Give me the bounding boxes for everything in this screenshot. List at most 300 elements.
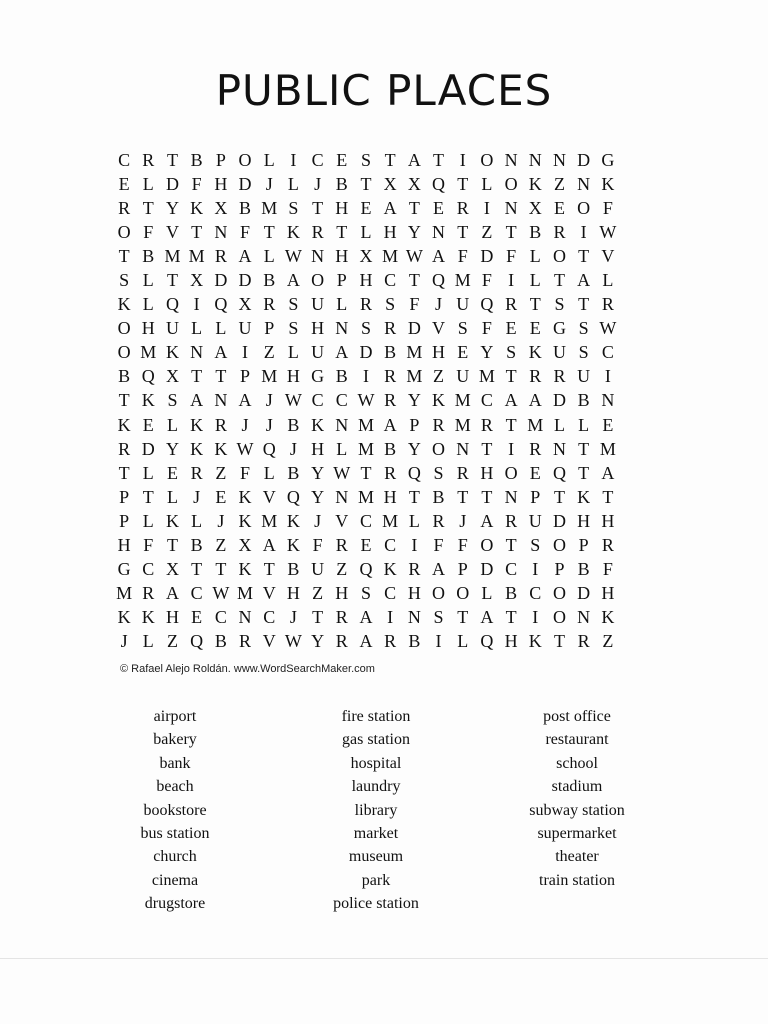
grid-letter[interactable]: C xyxy=(263,607,276,628)
grid-letter[interactable]: N xyxy=(504,197,518,218)
grid-letter[interactable]: X xyxy=(407,173,421,194)
grid-letter[interactable]: D xyxy=(165,173,179,194)
grid-letter[interactable]: J xyxy=(217,510,225,531)
grid-letter[interactable]: E xyxy=(602,414,614,435)
grid-letter[interactable]: K xyxy=(577,486,591,507)
grid-letter[interactable]: R xyxy=(190,462,203,483)
grid-letter[interactable]: M xyxy=(357,414,374,435)
grid-letter[interactable]: U xyxy=(238,318,252,339)
grid-letter[interactable]: E xyxy=(529,462,541,483)
grid-letter[interactable]: I xyxy=(483,197,490,218)
grid-letter[interactable]: I xyxy=(290,149,297,170)
grid-letter[interactable]: S xyxy=(578,342,589,363)
grid-letter[interactable]: R xyxy=(335,535,348,556)
grid-letter[interactable]: L xyxy=(263,245,275,266)
grid-letter[interactable]: D xyxy=(141,438,155,459)
grid-letter[interactable]: L xyxy=(142,631,154,652)
grid-letter[interactable]: R xyxy=(601,535,614,556)
grid-letter[interactable]: L xyxy=(529,245,541,266)
grid-letter[interactable]: I xyxy=(362,366,369,387)
grid-letter[interactable]: C xyxy=(384,583,397,604)
grid-letter[interactable]: N xyxy=(577,173,591,194)
grid-letter[interactable]: H xyxy=(311,438,325,459)
grid-letter[interactable]: T xyxy=(118,390,130,411)
grid-letter[interactable]: G xyxy=(311,366,325,387)
grid-letter[interactable]: B xyxy=(505,583,518,604)
grid-letter[interactable]: P xyxy=(264,318,275,339)
grid-letter[interactable]: H xyxy=(407,583,421,604)
grid-letter[interactable]: W xyxy=(405,245,423,266)
grid-letter[interactable]: N xyxy=(335,486,349,507)
grid-letter[interactable]: T xyxy=(118,245,130,266)
grid-letter[interactable]: P xyxy=(554,559,565,580)
grid-letter[interactable]: B xyxy=(190,535,203,556)
grid-letter[interactable]: C xyxy=(214,607,227,628)
grid-letter[interactable]: I xyxy=(508,270,515,291)
grid-letter[interactable]: H xyxy=(432,342,446,363)
grid-letter[interactable]: R xyxy=(553,221,566,242)
grid-letter[interactable]: A xyxy=(407,149,421,170)
grid-letter[interactable]: T xyxy=(166,149,178,170)
grid-letter[interactable]: W xyxy=(284,390,302,411)
grid-letter[interactable]: T xyxy=(553,270,565,291)
grid-letter[interactable]: B xyxy=(190,149,203,170)
grid-letter[interactable]: T xyxy=(215,559,227,580)
grid-letter[interactable]: T xyxy=(142,197,154,218)
grid-letter[interactable]: R xyxy=(384,462,397,483)
grid-letter[interactable]: H xyxy=(141,318,155,339)
grid-letter[interactable]: S xyxy=(360,318,371,339)
grid-letter[interactable]: M xyxy=(261,366,278,387)
grid-letter[interactable]: Q xyxy=(432,173,446,194)
grid-letter[interactable]: K xyxy=(528,631,542,652)
grid-letter[interactable]: T xyxy=(166,270,178,291)
grid-letter[interactable]: T xyxy=(408,270,420,291)
grid-letter[interactable]: R xyxy=(384,366,397,387)
grid-letter[interactable]: P xyxy=(336,270,347,291)
grid-letter[interactable]: K xyxy=(165,510,179,531)
grid-letter[interactable]: M xyxy=(164,245,181,266)
grid-letter[interactable]: Y xyxy=(311,462,325,483)
grid-letter[interactable]: Q xyxy=(480,294,494,315)
grid-letter[interactable]: M xyxy=(454,270,471,291)
grid-letter[interactable]: N xyxy=(190,342,204,363)
grid-letter[interactable]: T xyxy=(191,559,203,580)
grid-letter[interactable]: O xyxy=(117,318,131,339)
grid-letter[interactable]: L xyxy=(142,270,154,291)
grid-letter[interactable]: E xyxy=(336,149,348,170)
grid-letter[interactable]: H xyxy=(286,583,300,604)
grid-letter[interactable]: K xyxy=(286,510,300,531)
grid-letter[interactable]: J xyxy=(193,486,201,507)
grid-letter[interactable]: R xyxy=(142,583,155,604)
grid-letter[interactable]: B xyxy=(577,559,590,580)
grid-letter[interactable]: A xyxy=(480,510,494,531)
grid-letter[interactable]: E xyxy=(360,535,372,556)
grid-letter[interactable]: A xyxy=(165,583,179,604)
grid-letter[interactable]: B xyxy=(263,270,276,291)
grid-letter[interactable]: T xyxy=(384,149,396,170)
grid-letter[interactable]: T xyxy=(433,149,445,170)
grid-letter[interactable]: B xyxy=(335,366,348,387)
grid-letter[interactable]: T xyxy=(191,221,203,242)
grid-letter[interactable]: H xyxy=(214,173,228,194)
grid-letter[interactable]: C xyxy=(335,390,348,411)
grid-letter[interactable]: C xyxy=(384,270,397,291)
grid-letter[interactable]: H xyxy=(335,197,349,218)
grid-letter[interactable]: N xyxy=(214,221,228,242)
grid-letter[interactable]: T xyxy=(457,221,469,242)
grid-letter[interactable]: Q xyxy=(190,631,204,652)
grid-letter[interactable]: C xyxy=(529,583,542,604)
grid-letter[interactable]: N xyxy=(601,390,615,411)
grid-letter[interactable]: V xyxy=(262,486,276,507)
grid-letter[interactable]: H xyxy=(480,462,494,483)
grid-letter[interactable]: A xyxy=(383,414,397,435)
grid-letter[interactable]: T xyxy=(578,438,590,459)
grid-letter[interactable]: S xyxy=(457,318,468,339)
grid-letter[interactable]: O xyxy=(552,245,566,266)
grid-letter[interactable]: J xyxy=(314,173,322,194)
grid-letter[interactable]: R xyxy=(384,631,397,652)
grid-letter[interactable]: P xyxy=(119,486,130,507)
grid-letter[interactable]: J xyxy=(289,438,297,459)
grid-letter[interactable]: T xyxy=(142,486,154,507)
grid-letter[interactable]: O xyxy=(504,173,518,194)
grid-letter[interactable]: L xyxy=(529,270,541,291)
grid-letter[interactable]: Y xyxy=(407,438,421,459)
grid-letter[interactable]: O xyxy=(238,149,252,170)
grid-letter[interactable]: A xyxy=(432,559,446,580)
grid-letter[interactable]: R xyxy=(505,294,518,315)
grid-letter[interactable]: B xyxy=(239,197,252,218)
grid-letter[interactable]: Z xyxy=(553,173,565,194)
grid-letter[interactable]: M xyxy=(478,366,495,387)
grid-letter[interactable]: T xyxy=(529,294,541,315)
grid-letter[interactable]: F xyxy=(191,173,202,194)
grid-letter[interactable]: T xyxy=(457,607,469,628)
grid-letter[interactable]: W xyxy=(284,631,302,652)
grid-letter[interactable]: T xyxy=(191,366,203,387)
grid-letter[interactable]: P xyxy=(409,414,420,435)
grid-letter[interactable]: W xyxy=(333,462,351,483)
grid-letter[interactable]: N xyxy=(335,318,349,339)
grid-letter[interactable]: Y xyxy=(165,438,179,459)
grid-letter[interactable]: E xyxy=(215,486,227,507)
grid-letter[interactable]: Z xyxy=(263,342,275,363)
grid-letter[interactable]: O xyxy=(117,221,131,242)
grid-letter[interactable]: F xyxy=(457,245,468,266)
grid-letter[interactable]: N xyxy=(456,438,470,459)
grid-letter[interactable]: C xyxy=(311,149,324,170)
grid-letter[interactable]: H xyxy=(577,510,591,531)
grid-letter[interactable]: U xyxy=(528,510,542,531)
grid-letter[interactable]: B xyxy=(287,559,300,580)
grid-letter[interactable]: L xyxy=(602,270,614,291)
grid-letter[interactable]: X xyxy=(238,535,252,556)
grid-letter[interactable]: F xyxy=(312,535,323,556)
grid-letter[interactable]: R xyxy=(601,294,614,315)
grid-letter[interactable]: D xyxy=(359,342,373,363)
grid-letter[interactable]: L xyxy=(142,173,154,194)
grid-letter[interactable]: T xyxy=(505,221,517,242)
grid-letter[interactable]: H xyxy=(359,270,373,291)
grid-letter[interactable]: W xyxy=(284,245,302,266)
grid-letter[interactable]: H xyxy=(601,510,615,531)
grid-letter[interactable]: K xyxy=(117,414,131,435)
grid-letter[interactable]: C xyxy=(311,390,324,411)
grid-letter[interactable]: W xyxy=(599,221,617,242)
grid-letter[interactable]: F xyxy=(409,294,420,315)
grid-letter[interactable]: F xyxy=(240,221,251,242)
grid-letter[interactable]: P xyxy=(215,149,226,170)
grid-letter[interactable]: O xyxy=(577,197,591,218)
grid-letter[interactable]: K xyxy=(528,173,542,194)
grid-letter[interactable]: K xyxy=(601,173,615,194)
grid-letter[interactable]: R xyxy=(432,414,445,435)
grid-letter[interactable]: S xyxy=(119,270,130,291)
grid-letter[interactable]: K xyxy=(141,607,155,628)
grid-letter[interactable]: R xyxy=(456,197,469,218)
grid-letter[interactable]: M xyxy=(237,583,254,604)
grid-letter[interactable]: O xyxy=(504,462,518,483)
grid-letter[interactable]: G xyxy=(552,318,566,339)
grid-letter[interactable]: H xyxy=(286,366,300,387)
grid-letter[interactable]: C xyxy=(384,535,397,556)
grid-letter[interactable]: B xyxy=(529,221,542,242)
grid-letter[interactable]: T xyxy=(360,173,372,194)
grid-letter[interactable]: A xyxy=(214,342,228,363)
grid-letter[interactable]: T xyxy=(312,197,324,218)
grid-letter[interactable]: K xyxy=(528,342,542,363)
grid-letter[interactable]: S xyxy=(288,294,299,315)
grid-letter[interactable]: L xyxy=(215,318,227,339)
grid-letter[interactable]: J xyxy=(265,390,273,411)
grid-letter[interactable]: K xyxy=(383,559,397,580)
grid-letter[interactable]: B xyxy=(142,245,155,266)
grid-letter[interactable]: E xyxy=(457,342,469,363)
grid-letter[interactable]: R xyxy=(529,438,542,459)
grid-letter[interactable]: A xyxy=(335,342,349,363)
grid-letter[interactable]: L xyxy=(191,510,203,531)
grid-letter[interactable]: X xyxy=(165,366,179,387)
grid-letter[interactable]: F xyxy=(240,462,251,483)
grid-letter[interactable]: O xyxy=(480,535,494,556)
grid-letter[interactable]: M xyxy=(116,583,133,604)
grid-letter[interactable]: H xyxy=(601,583,615,604)
grid-letter[interactable]: I xyxy=(532,607,539,628)
grid-letter[interactable]: J xyxy=(265,414,273,435)
grid-letter[interactable]: E xyxy=(118,173,130,194)
grid-letter[interactable]: N xyxy=(552,149,566,170)
grid-letter[interactable]: I xyxy=(459,149,466,170)
grid-letter[interactable]: Z xyxy=(602,631,614,652)
grid-letter[interactable]: Y xyxy=(407,390,421,411)
grid-letter[interactable]: M xyxy=(188,245,205,266)
grid-letter[interactable]: P xyxy=(119,510,130,531)
grid-letter[interactable]: I xyxy=(604,366,611,387)
grid-letter[interactable]: S xyxy=(506,342,517,363)
grid-letter[interactable]: L xyxy=(457,631,469,652)
grid-letter[interactable]: T xyxy=(553,486,565,507)
grid-letter[interactable]: K xyxy=(214,438,228,459)
grid-letter[interactable]: K xyxy=(601,607,615,628)
grid-letter[interactable]: L xyxy=(166,486,178,507)
grid-letter[interactable]: Q xyxy=(286,486,300,507)
grid-letter[interactable]: N xyxy=(214,390,228,411)
grid-letter[interactable]: V xyxy=(262,631,276,652)
grid-letter[interactable]: F xyxy=(481,318,492,339)
grid-letter[interactable]: T xyxy=(263,559,275,580)
grid-letter[interactable]: B xyxy=(335,173,348,194)
grid-letter[interactable]: L xyxy=(578,414,590,435)
grid-letter[interactable]: S xyxy=(433,607,444,628)
grid-letter[interactable]: K xyxy=(117,607,131,628)
grid-letter[interactable]: X xyxy=(214,197,228,218)
grid-letter[interactable]: Q xyxy=(165,294,179,315)
grid-letter[interactable]: D xyxy=(480,559,494,580)
grid-letter[interactable]: F xyxy=(602,559,613,580)
grid-letter[interactable]: P xyxy=(457,559,468,580)
grid-letter[interactable]: F xyxy=(433,535,444,556)
grid-letter[interactable]: F xyxy=(602,197,613,218)
grid-letter[interactable]: X xyxy=(165,559,179,580)
grid-letter[interactable]: S xyxy=(554,294,565,315)
grid-letter[interactable]: D xyxy=(238,270,252,291)
grid-letter[interactable]: S xyxy=(288,197,299,218)
grid-letter[interactable]: A xyxy=(383,197,397,218)
grid-letter[interactable]: B xyxy=(432,486,445,507)
grid-letter[interactable]: L xyxy=(287,173,299,194)
grid-letter[interactable]: W xyxy=(236,438,254,459)
grid-letter[interactable]: J xyxy=(289,607,297,628)
grid-letter[interactable]: B xyxy=(384,438,397,459)
grid-letter[interactable]: K xyxy=(238,486,252,507)
grid-letter[interactable]: M xyxy=(357,486,374,507)
grid-letter[interactable]: Y xyxy=(311,486,325,507)
grid-letter[interactable]: R xyxy=(553,366,566,387)
grid-letter[interactable]: W xyxy=(599,318,617,339)
grid-letter[interactable]: T xyxy=(578,462,590,483)
grid-letter[interactable]: V xyxy=(262,583,276,604)
grid-letter[interactable]: R xyxy=(456,462,469,483)
grid-letter[interactable]: C xyxy=(118,149,131,170)
grid-letter[interactable]: F xyxy=(457,535,468,556)
grid-letter[interactable]: T xyxy=(505,414,517,435)
grid-letter[interactable]: Q xyxy=(480,631,494,652)
grid-letter[interactable]: M xyxy=(261,197,278,218)
grid-letter[interactable]: J xyxy=(314,510,322,531)
grid-letter[interactable]: T xyxy=(336,221,348,242)
grid-letter[interactable]: L xyxy=(191,318,203,339)
grid-letter[interactable]: L xyxy=(336,438,348,459)
grid-letter[interactable]: N xyxy=(504,149,518,170)
grid-letter[interactable]: B xyxy=(384,342,397,363)
grid-letter[interactable]: O xyxy=(480,149,494,170)
grid-letter[interactable]: R xyxy=(384,390,397,411)
grid-letter[interactable]: I xyxy=(580,221,587,242)
grid-letter[interactable]: Z xyxy=(215,535,227,556)
grid-letter[interactable]: N xyxy=(528,149,542,170)
grid-letter[interactable]: X xyxy=(528,197,542,218)
grid-letter[interactable]: H xyxy=(335,583,349,604)
grid-letter[interactable]: R xyxy=(335,631,348,652)
grid-letter[interactable]: Q xyxy=(214,294,228,315)
grid-letter[interactable]: T xyxy=(602,486,614,507)
grid-letter[interactable]: K xyxy=(238,510,252,531)
grid-letter[interactable]: H xyxy=(383,221,397,242)
grid-letter[interactable]: V xyxy=(165,221,179,242)
grid-letter[interactable]: Q xyxy=(407,462,421,483)
grid-letter[interactable]: R xyxy=(118,197,131,218)
grid-letter[interactable]: O xyxy=(552,583,566,604)
grid-letter[interactable]: H xyxy=(335,245,349,266)
grid-letter[interactable]: F xyxy=(143,221,154,242)
grid-letter[interactable]: S xyxy=(433,462,444,483)
grid-letter[interactable]: I xyxy=(508,438,515,459)
grid-letter[interactable]: T xyxy=(505,366,517,387)
grid-letter[interactable]: Q xyxy=(141,366,155,387)
grid-letter[interactable]: Q xyxy=(359,559,373,580)
grid-letter[interactable]: M xyxy=(382,510,399,531)
grid-letter[interactable]: U xyxy=(577,366,591,387)
grid-letter[interactable]: Y xyxy=(165,197,179,218)
grid-letter[interactable]: D xyxy=(552,390,566,411)
grid-letter[interactable]: U xyxy=(165,318,179,339)
grid-letter[interactable]: R xyxy=(214,414,227,435)
grid-letter[interactable]: K xyxy=(165,342,179,363)
grid-letter[interactable]: C xyxy=(601,342,614,363)
grid-letter[interactable]: A xyxy=(286,270,300,291)
grid-letter[interactable]: I xyxy=(193,294,200,315)
grid-letter[interactable]: F xyxy=(143,535,154,556)
grid-letter[interactable]: Z xyxy=(336,559,348,580)
grid-letter[interactable]: S xyxy=(167,390,178,411)
grid-letter[interactable]: L xyxy=(142,462,154,483)
grid-letter[interactable]: B xyxy=(577,390,590,411)
grid-letter[interactable]: D xyxy=(238,173,252,194)
grid-letter[interactable]: M xyxy=(140,342,157,363)
grid-letter[interactable]: A xyxy=(190,390,204,411)
grid-letter[interactable]: D xyxy=(577,149,591,170)
grid-letter[interactable]: B xyxy=(287,414,300,435)
grid-letter[interactable]: A xyxy=(359,631,373,652)
grid-letter[interactable]: V xyxy=(335,510,349,531)
grid-letter[interactable]: R xyxy=(384,318,397,339)
grid-letter[interactable]: Z xyxy=(312,583,324,604)
grid-letter[interactable]: K xyxy=(141,390,155,411)
grid-letter[interactable]: A xyxy=(262,535,276,556)
grid-letter[interactable]: T xyxy=(408,197,420,218)
grid-letter[interactable]: C xyxy=(505,559,518,580)
grid-letter[interactable]: N xyxy=(238,607,252,628)
grid-letter[interactable]: U xyxy=(456,294,470,315)
grid-letter[interactable]: T xyxy=(481,438,493,459)
grid-letter[interactable]: T xyxy=(505,607,517,628)
grid-letter[interactable]: K xyxy=(190,414,204,435)
grid-letter[interactable]: E xyxy=(191,607,203,628)
grid-letter[interactable]: M xyxy=(454,390,471,411)
grid-letter[interactable]: P xyxy=(240,366,251,387)
grid-letter[interactable]: Y xyxy=(311,631,325,652)
grid-letter[interactable]: L xyxy=(481,583,493,604)
grid-letter[interactable]: S xyxy=(578,318,589,339)
grid-letter[interactable]: B xyxy=(214,631,227,652)
grid-letter[interactable]: G xyxy=(117,559,131,580)
grid-letter[interactable]: V xyxy=(432,318,446,339)
grid-letter[interactable]: P xyxy=(578,535,589,556)
grid-letter[interactable]: J xyxy=(435,294,443,315)
